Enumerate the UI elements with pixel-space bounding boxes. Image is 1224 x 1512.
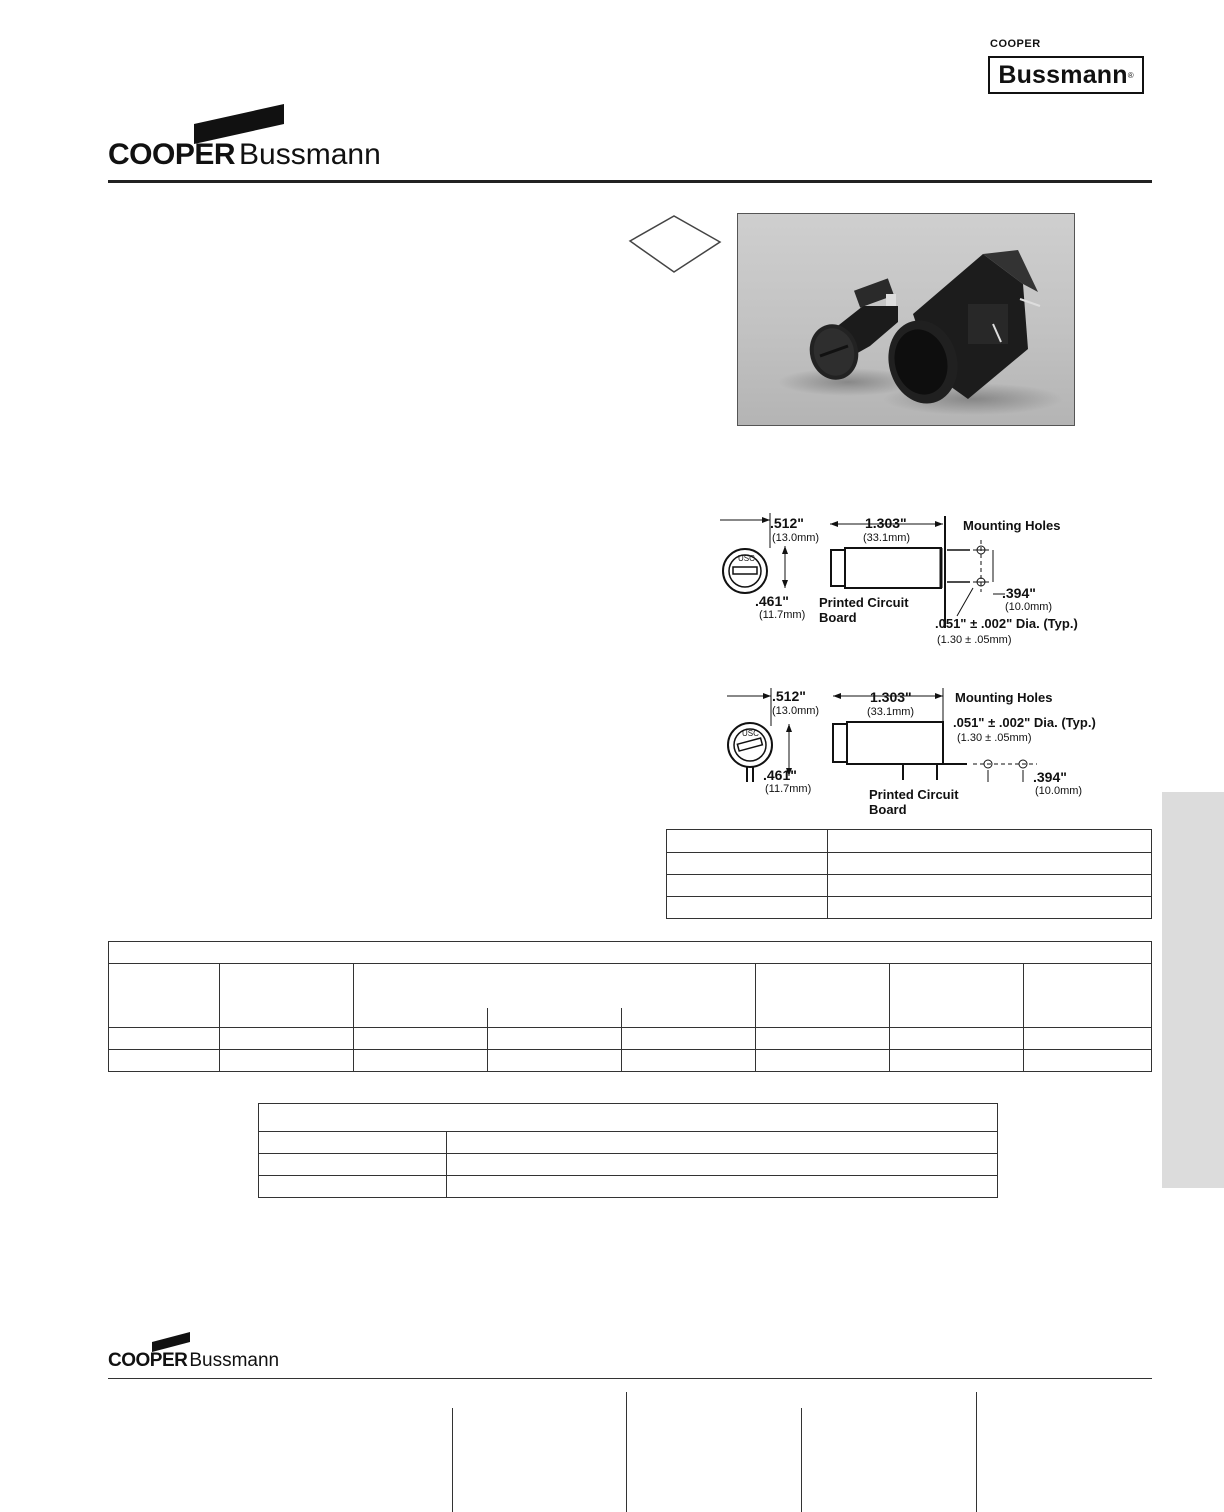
top-mounting-holes: Mounting Holes — [963, 518, 1061, 533]
table-cell — [667, 853, 828, 875]
dimension-drawing-top — [715, 508, 1095, 653]
logo-bussmann-text: Bussmann — [239, 138, 381, 171]
table-subheader-cell — [488, 1008, 622, 1028]
bottom-pcb-line2: Board — [869, 802, 907, 817]
registered-mark: ® — [1127, 70, 1134, 80]
top-hole-dia-mm: (1.30 ± .05mm) — [937, 634, 1012, 646]
accessory-table — [258, 1103, 998, 1198]
top-spacing-label: .394" — [1002, 585, 1036, 601]
table-row — [259, 1154, 998, 1176]
catalog-table — [108, 941, 1152, 1072]
table-row — [109, 1028, 1152, 1050]
table-header-cell — [756, 964, 890, 1028]
top-width-label: .512" — [770, 515, 804, 531]
top-height-mm: (11.7mm) — [759, 609, 806, 621]
footer-logo — [108, 1330, 328, 1374]
table-title-cell — [259, 1104, 998, 1132]
table-cell — [667, 830, 828, 853]
bottom-width-label: .512" — [772, 688, 806, 704]
logo-cooper-text: COOPER — [108, 138, 236, 171]
footer-bussmann-text: Bussmann — [189, 1350, 280, 1371]
bottom-cap-text: USC — [742, 729, 759, 738]
corner-logo-cooper: COOPER — [990, 38, 1041, 50]
footer-cooper-text: COOPER — [108, 1350, 188, 1371]
table-row — [259, 1176, 998, 1198]
table-cell — [828, 875, 1152, 897]
table-subheader-cell — [622, 1008, 756, 1028]
top-pcb-line2: Board — [819, 610, 857, 625]
top-height-label: .461" — [755, 593, 789, 609]
table-cell — [828, 897, 1152, 919]
bottom-mounting-holes: Mounting Holes — [955, 690, 1053, 705]
table-row — [259, 1132, 998, 1154]
footer-rule — [108, 1378, 1152, 1379]
bottom-length-mm: (33.1mm) — [867, 706, 915, 718]
top-width-mm: (13.0mm) — [772, 532, 820, 544]
corner-logo-bussmann: Bussmann — [998, 60, 1128, 89]
corner-logo — [988, 38, 1146, 94]
table-header-cell — [1024, 964, 1152, 1028]
table-cell — [667, 875, 828, 897]
table-cell — [828, 830, 1152, 853]
bottom-width-mm: (13.0mm) — [772, 705, 820, 717]
footer-divider — [976, 1392, 977, 1512]
bottom-spacing-label: .394" — [1033, 769, 1067, 785]
footer-divider — [626, 1392, 627, 1512]
header-logo — [108, 104, 408, 170]
bottom-height-mm: (11.7mm) — [765, 783, 812, 795]
bottom-spacing-mm: (10.0mm) — [1035, 785, 1083, 797]
table-header-cell — [354, 964, 756, 1008]
table-cell — [828, 853, 1152, 875]
fuse-holder-image — [738, 214, 1075, 426]
spec-table-right — [666, 829, 1152, 919]
dimension-drawing-bottom — [715, 678, 1115, 823]
bottom-length-label: 1.303" — [870, 689, 912, 705]
bottom-hole-dia: .051" ± .002" Dia. (Typ.) — [953, 715, 1096, 730]
top-length-label: 1.303" — [865, 515, 907, 531]
top-pcb-line1: Printed Circuit — [819, 595, 909, 610]
header-rule — [108, 180, 1152, 183]
top-length-mm: (33.1mm) — [863, 532, 911, 544]
top-cap-text: USC — [738, 554, 755, 563]
top-spacing-mm: (10.0mm) — [1005, 601, 1053, 613]
bottom-hole-dia-mm: (1.30 ± .05mm) — [957, 732, 1032, 744]
table-title-cell — [109, 942, 1152, 964]
table-subheader-cell — [354, 1008, 488, 1028]
bottom-height-label: .461" — [763, 767, 797, 783]
table-header-cell — [220, 964, 354, 1028]
corner-logo-box — [988, 56, 1144, 94]
footer-divider — [801, 1408, 802, 1512]
table-row — [109, 1050, 1152, 1072]
product-photo — [737, 213, 1075, 426]
diamond-badge-icon — [628, 214, 722, 274]
bottom-pcb-line1: Printed Circuit — [869, 787, 959, 802]
table-header-cell — [890, 964, 1024, 1028]
side-section-tab — [1162, 792, 1224, 1188]
table-header-cell — [109, 964, 220, 1028]
footer-divider — [452, 1408, 453, 1512]
top-hole-dia: .051" ± .002" Dia. (Typ.) — [935, 616, 1078, 631]
table-cell — [667, 897, 828, 919]
